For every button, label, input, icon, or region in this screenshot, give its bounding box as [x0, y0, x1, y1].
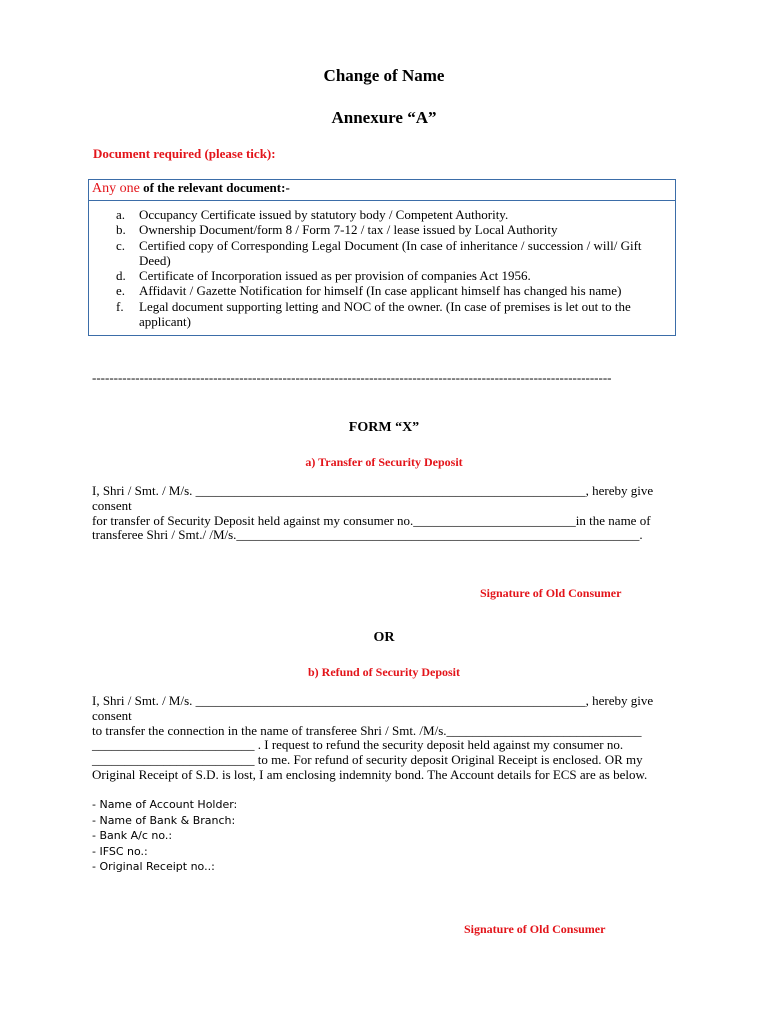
section-b-line: Original Receipt of S.D. is lost, I am enclosing indemnity bond. The Account details for ECS are as below.	[92, 766, 648, 782]
section-a-heading: a) Transfer of Security Deposit	[305, 455, 463, 469]
ecs-field-account-holder: - Name of Account Holder:	[92, 798, 238, 811]
section-b-line: consent	[92, 707, 132, 723]
documents-required-label: Document required (please tick):	[93, 146, 276, 161]
list-item-text: Ownership Document/form 8 / Form 7-12 / tax / lease issued by Local Authority	[139, 222, 558, 238]
section-a-line: I, Shri / Smt. / M/s. ____________________________________________________________, hereby give	[92, 483, 654, 498]
section-a-line: transferee Shri / Smt./ /M/s.______________________________________________________________.	[92, 527, 643, 543]
document-list-item	[116, 268, 671, 283]
ecs-details-list	[92, 797, 237, 875]
section-b-line: _________________________ to me. For refund of security deposit Original Receipt is enclosed. OR my	[92, 752, 643, 768]
section-b-line: to transfer the connection in the name of transferee Shri / Smt. /M/s.______________________________	[92, 722, 642, 738]
document-box-header	[88, 179, 676, 201]
section-a-text	[92, 484, 653, 543]
section-b-line: _________________________ . I request to refund the security deposit held against my consumer no.	[92, 737, 624, 753]
any-one-emphasis: Any one	[92, 181, 140, 196]
section-a-line: consent	[92, 497, 132, 513]
page-title: Change of Name	[323, 66, 445, 85]
annexure-heading: Annexure “A”	[331, 108, 437, 127]
list-item-text: Occupancy Certificate issued by statutory body / Competent Authority.	[139, 207, 509, 222]
list-item-marker: b.	[116, 222, 126, 238]
separator-line: ------------------------------------------------------------------------------------------------------------------------	[92, 370, 612, 385]
section-b-line: I, Shri / Smt. / M/s. ____________________________________________________________, hereby give	[92, 693, 654, 708]
any-one-heading	[92, 180, 290, 197]
document-list-item	[116, 283, 671, 298]
list-item-marker: a.	[116, 207, 126, 222]
section-b-signature: Signature of Old Consumer	[464, 922, 606, 936]
section-b-text	[92, 694, 653, 783]
document-list-item	[116, 222, 671, 237]
document-list	[116, 207, 671, 329]
section-a-line: for transfer of Security Deposit held against my consumer no._________________________in the name of	[92, 512, 651, 528]
document-list-item	[116, 238, 671, 269]
document-list-item	[116, 299, 671, 330]
section-a-signature: Signature of Old Consumer	[480, 586, 622, 600]
ecs-field-ifsc: - IFSC no.:	[92, 844, 148, 858]
or-divider: OR	[373, 630, 395, 645]
list-item-marker: e.	[116, 283, 126, 299]
list-item-text: Certified copy of Corresponding Legal Document (In case of inheritance / succession / will/ Gift Deed)	[139, 237, 642, 268]
list-item-marker: f.	[116, 298, 124, 314]
list-item-text: Affidavit / Gazette Notification for himself (In case applicant himself has changed his name)	[139, 283, 622, 299]
section-b-heading: b) Refund of Security Deposit	[308, 665, 460, 679]
ecs-field-account-number: - Bank A/c no.:	[92, 829, 173, 842]
ecs-field-bank-branch: - Name of Bank & Branch:	[92, 813, 236, 827]
any-one-heading-rest: of the relevant document:-	[139, 180, 290, 195]
list-item-marker: d.	[116, 268, 126, 284]
document-list-item	[116, 207, 671, 222]
list-item-text: Legal document supporting letting and NOC of the owner. (In case of premises is let out to the applicant)	[139, 298, 631, 330]
ecs-field-receipt-number: - Original Receipt no..:	[92, 860, 215, 873]
list-item-marker: c.	[116, 237, 126, 253]
form-title: FORM “X”	[348, 420, 420, 435]
list-item-text: Certificate of Incorporation issued as per provision of companies Act 1956.	[139, 268, 531, 284]
